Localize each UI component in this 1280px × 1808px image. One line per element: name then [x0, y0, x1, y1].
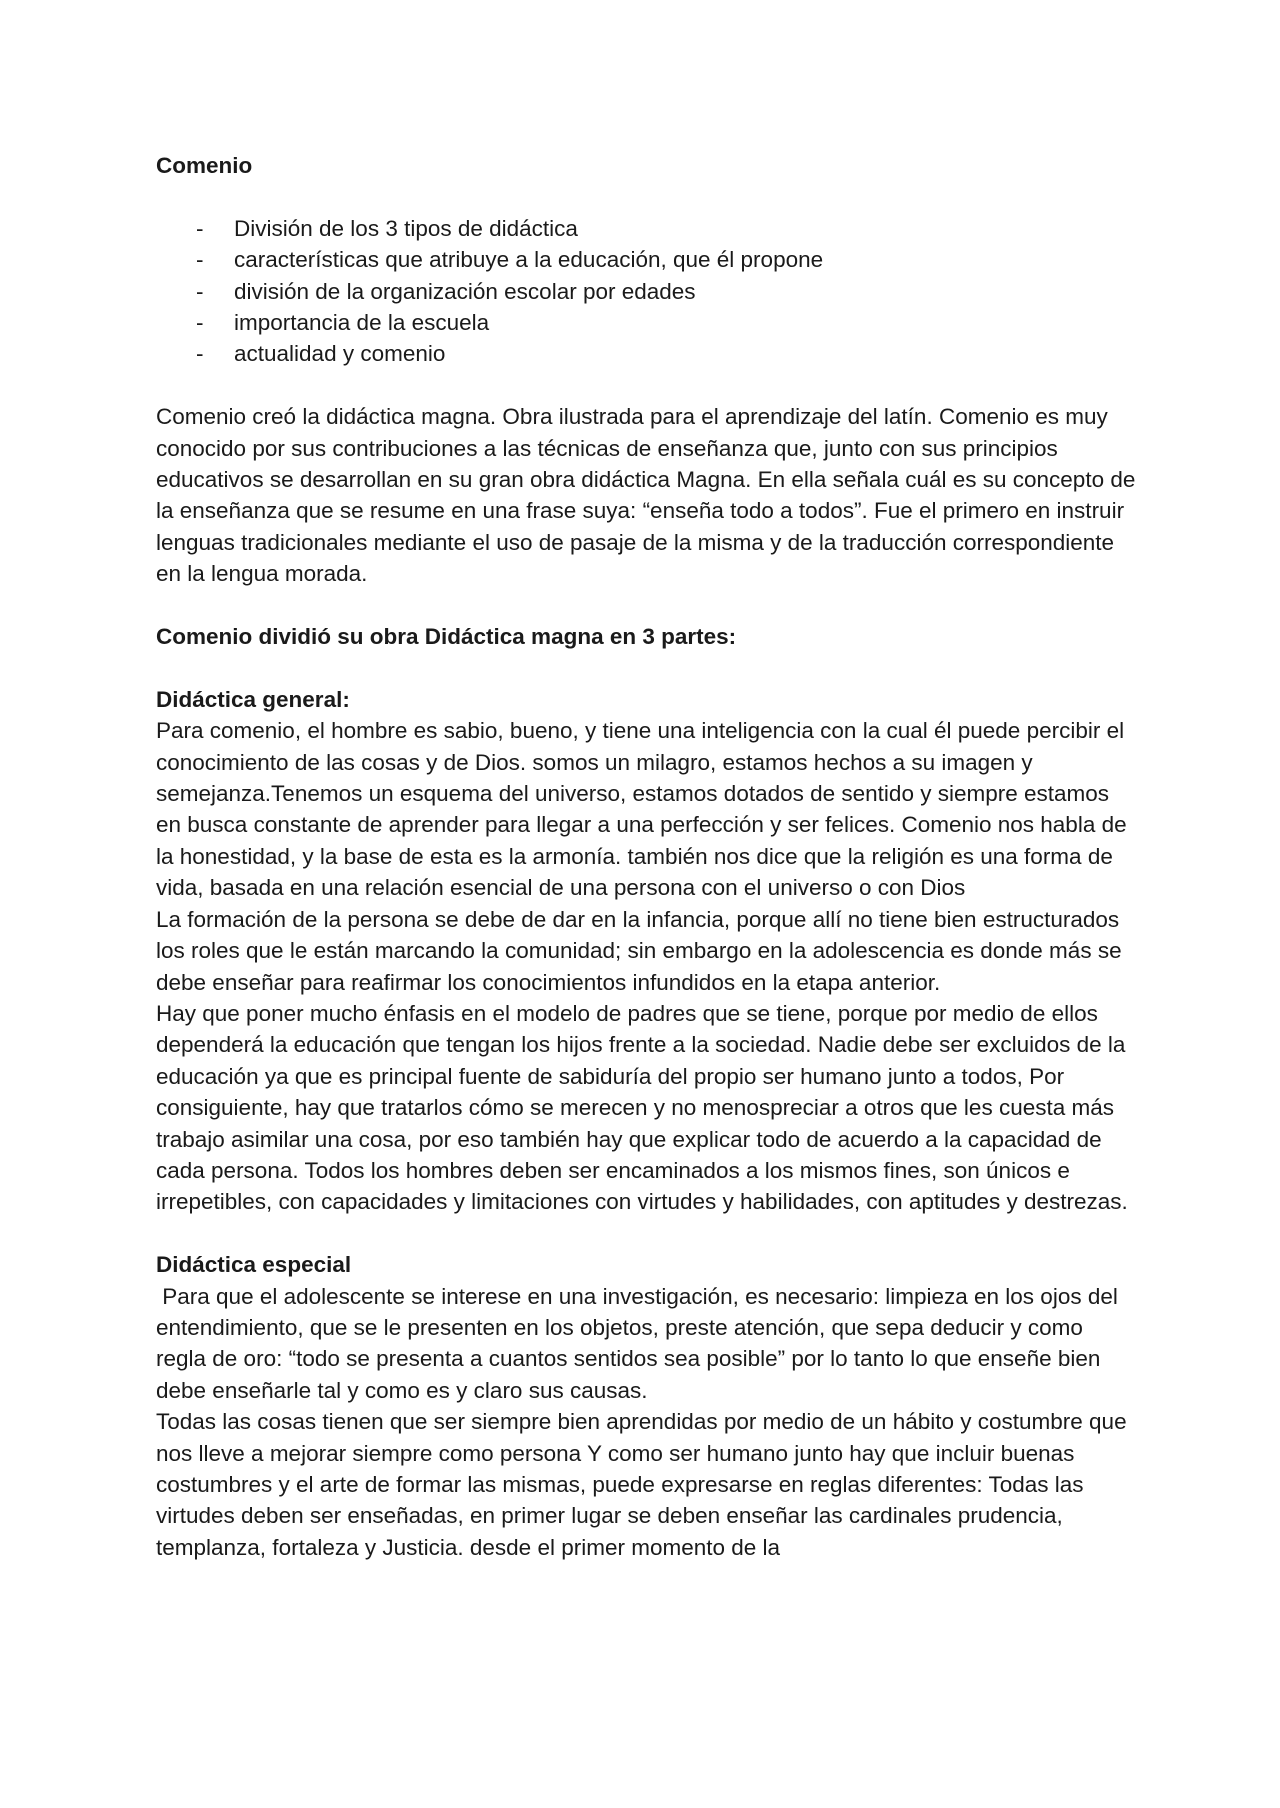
list-item-text: división de la organización escolar por edades: [234, 278, 696, 304]
parts-heading: Comenio dividió su obra Didáctica magna en 3 partes:: [156, 624, 737, 650]
list-item: [156, 213, 1136, 244]
section-heading-general: Didáctica general:: [156, 686, 350, 712]
especial-paragraph-2: Todas las cosas tienen que ser siempre bien aprendidas por medio de un hábito y costumbre que nos lleve a mejorar siempre como persona Y como ser humano junto hay que incluir buenas costumbres y el arte de formar las mismas, puede expresarse en reglas diferentes: Todas las virtudes deben ser enseñadas, en primer lugar se deben enseñar las cardinales prudencia, templanza, fortaleza y Justicia. desde el primer momento de la: [156, 1409, 1127, 1560]
general-paragraph-2: La formación de la persona se debe de dar en la infancia, porque allí no tiene bien estructurados los roles que le están marcando la comunidad; sin embargo en la adolescencia es donde más se debe enseñar para reafirmar los conocimientos infundidos en la etapa anterior.: [156, 906, 1122, 995]
especial-paragraph-1: Para que el adolescente se interese en una investigación, es necesario: limpieza en los ojos del entendimiento, que se le presenten en los objetos, preste atención, que sepa deducir y como regla de oro: “todo se presenta a cuantos sentidos sea posible” por lo tanto lo que enseñe bien debe enseñarle tal y como es y claro sus causas.: [156, 1283, 1125, 1403]
bullet-marker: -: [196, 215, 204, 241]
list-item: [156, 338, 1136, 369]
document-page: [156, 150, 1136, 1563]
list-item-text: actualidad y comenio: [234, 341, 446, 367]
bullet-marker: -: [196, 341, 204, 367]
list-item: [156, 276, 1136, 307]
general-paragraph-1: Para comenio, el hombre es sabio, bueno, y tiene una inteligencia con la cual él puede percibir el conocimiento de las cosas y de Dios. somos un milagro, estamos hechos a su imagen y semejanza.Tenemos un esquema del universo, estamos dotados de sentido y siempre estamos en busca constante de aprender para llegar a una perfección y ser felices. Comenio nos habla de la honestidad, y la base de esta es la armonía. también nos dice que la religión es una forma de vida, basada en una relación esencial de una persona con el universo o con Dios: [156, 718, 1127, 901]
paragraph-spacer: [156, 652, 1136, 683]
list-item-text: División de los 3 tipos de didáctica: [234, 215, 578, 241]
paragraph-spacer: [156, 1218, 1136, 1249]
paragraph-spacer: [156, 590, 1136, 621]
bullet-marker: -: [196, 310, 204, 336]
intro-paragraph: Comenio creó la didáctica magna. Obra ilustrada para el aprendizaje del latín. Comenio es muy conocido por sus contribuciones a las técnicas de enseñanza que, junto con sus principios educativos se desarrollan en su gran obra didáctica Magna. En ella señala cuál es su concepto de la enseñanza que se resume en una frase suya: “enseña todo a todos”. Fue el primero en instruir lenguas tradicionales mediante el uso de pasaje de la misma y de la traducción correspondiente en la lengua morada.: [156, 404, 1136, 587]
list-item-text: características que atribuye a la educación, que él propone: [234, 247, 824, 273]
section-heading-especial: Didáctica especial: [156, 1252, 352, 1278]
general-paragraph-3: Hay que poner mucho énfasis en el modelo de padres que se tiene, porque por medio de ellos dependerá la educación que tengan los hijos frente a la sociedad. Nadie debe ser excluidos de la educación ya que es principal fuente de sabiduría del propio ser humano junto a todos, Por consiguiente, hay que tratarlos cómo se merecen y no menospreciar a otros que les cuesta más trabajo asimilar una cosa, por eso también hay que explicar todo de acuerdo a la capacidad de cada persona. Todos los hombres deben ser encaminados a los mismos fines, son únicos e irrepetibles, con capacidades y limitaciones con virtudes y habilidades, con aptitudes y destrezas.: [156, 1000, 1128, 1215]
list-item-text: importancia de la escuela: [234, 310, 490, 336]
topic-list: [156, 213, 1136, 370]
list-item: [156, 244, 1136, 275]
bullet-marker: -: [196, 247, 204, 273]
bullet-marker: -: [196, 278, 204, 304]
page-title: Comenio: [156, 153, 253, 178]
list-item: [156, 307, 1136, 338]
